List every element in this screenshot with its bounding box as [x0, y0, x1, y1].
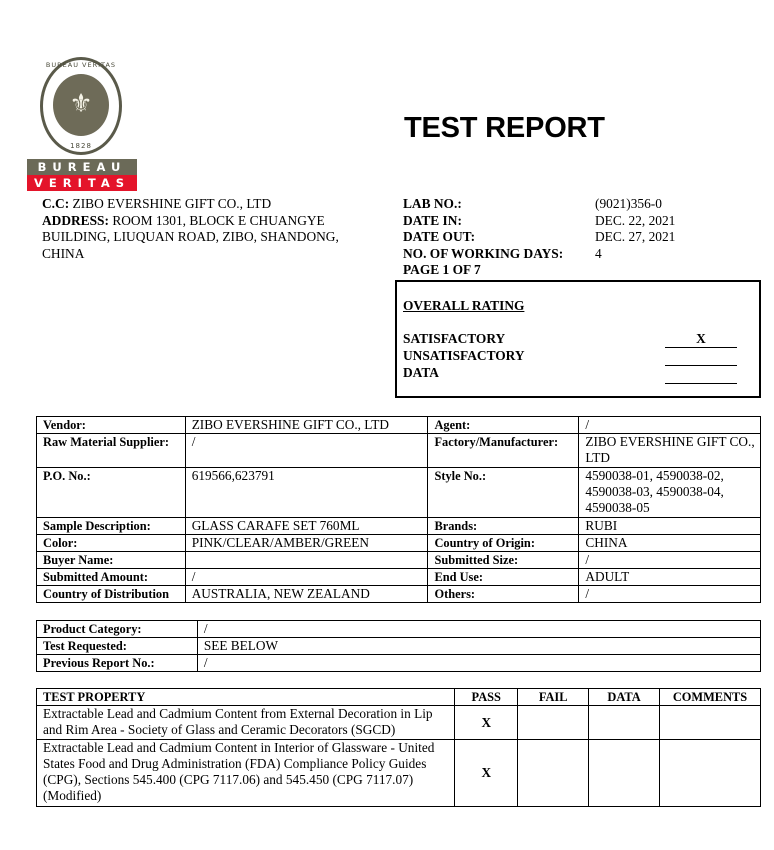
page-indicator: PAGE 1 OF 7: [403, 262, 481, 277]
fail-mark: [518, 740, 589, 807]
rating-mark-data: [665, 367, 737, 384]
lab-no-label: LAB NO.:: [403, 196, 462, 211]
raw-material-supplier-value: /: [185, 434, 428, 468]
agent-label: Agent:: [428, 417, 579, 434]
factory-manufacturer-value: ZIBO EVERSHINE GIFT CO., LTD: [579, 434, 761, 468]
pass-mark: X: [455, 740, 518, 807]
header-data: DATA: [589, 689, 660, 706]
header-pass: PASS: [455, 689, 518, 706]
sample-description-value: GLASS CARAFE SET 760ML: [185, 518, 428, 535]
submitted-amount-label: Submitted Amount:: [37, 569, 186, 586]
others-label: Others:: [428, 586, 579, 603]
address-line-2: BUILDING, LIUQUAN ROAD, ZIBO, SHANDONG,: [42, 229, 339, 244]
table-row: [37, 569, 761, 586]
fail-mark: [518, 706, 589, 740]
vendor-label: Vendor:: [37, 417, 186, 434]
buyer-name-value: [185, 552, 428, 569]
working-days-value: 4: [595, 245, 602, 261]
comments: [660, 706, 761, 740]
style-no-value: 4590038-01, 4590038-02, 4590038-03, 4590038-04, 4590038-05: [579, 468, 761, 518]
request-table: [36, 620, 761, 672]
table-header-row: [37, 689, 761, 706]
data-mark: [589, 706, 660, 740]
comments: [660, 740, 761, 807]
country-of-distribution-value: AUSTRALIA, NEW ZEALAND: [185, 586, 428, 603]
lab-info-row: [403, 229, 675, 246]
table-row: [37, 621, 761, 638]
address-line-1: [42, 213, 382, 230]
submitted-size-value: /: [579, 552, 761, 569]
agent-value: /: [579, 417, 761, 434]
table-row: [37, 655, 761, 672]
header-fail: FAIL: [518, 689, 589, 706]
data-mark: [589, 740, 660, 807]
rating-option-data: [403, 365, 743, 382]
date-in-label: DATE IN:: [403, 212, 462, 228]
country-of-origin-label: Country of Origin:: [428, 535, 579, 552]
submitted-size-label: Submitted Size:: [428, 552, 579, 569]
end-use-value: ADULT: [579, 569, 761, 586]
buyer-name-label: Buyer Name:: [37, 552, 186, 569]
lab-info-row: [403, 246, 675, 263]
lab-info-row: [403, 262, 675, 279]
date-out-value: DEC. 27, 2021: [595, 229, 676, 244]
style-no-label: Style No.:: [428, 468, 579, 518]
sample-description-label: Sample Description:: [37, 518, 186, 535]
header-test-property: TEST PROPERTY: [37, 689, 455, 706]
vendor-value: ZIBO EVERSHINE GIFT CO., LTD: [185, 417, 428, 434]
heraldic-figure-icon: ⚜: [69, 89, 93, 119]
table-row: [37, 417, 761, 434]
rating-option-label: UNSATISFACTORY: [403, 348, 525, 363]
test-property: Extractable Lead and Cadmium Content from External Decoration in Lip and Rim Area - Society of Glass and Ceramic Decorators (SGCD): [37, 706, 455, 740]
table-row: [37, 518, 761, 535]
cc-line: [42, 196, 382, 213]
bureau-veritas-logo: [27, 55, 137, 191]
rating-option-label: SATISFACTORY: [403, 331, 506, 346]
cc-value: ZIBO EVERSHINE GIFT CO., LTD: [72, 196, 272, 211]
working-days-label: NO. OF WORKING DAYS:: [403, 245, 564, 261]
lab-no-value: (9021)356-0: [595, 196, 662, 211]
logo-emblem: [53, 74, 109, 136]
table-row: [37, 638, 761, 655]
lab-info: [403, 196, 675, 279]
overall-rating-box: [395, 280, 761, 398]
brands-value: RUBI: [579, 518, 761, 535]
product-category-value: /: [197, 621, 760, 638]
table-row: [37, 706, 761, 740]
lab-info-row: [403, 196, 675, 213]
test-requested-value: SEE BELOW: [197, 638, 760, 655]
address-block: [42, 196, 382, 262]
pass-mark: X: [455, 706, 518, 740]
rating-option-unsatisfactory: [403, 348, 743, 365]
address-line-3: CHINA: [42, 245, 85, 261]
others-value: /: [579, 586, 761, 603]
rating-option-label: DATA: [403, 365, 439, 380]
raw-material-supplier-label: Raw Material Supplier:: [37, 434, 186, 468]
test-results-table: [36, 688, 761, 807]
submitted-amount-value: /: [185, 569, 428, 586]
table-row: [37, 740, 761, 807]
details-table: [36, 416, 761, 603]
lab-info-row: [403, 213, 675, 230]
test-requested-label: Test Requested:: [37, 638, 198, 655]
logo-band-bureau: BUREAU: [27, 159, 137, 175]
table-row: [37, 535, 761, 552]
table-row: [37, 552, 761, 569]
table-row: [37, 586, 761, 603]
color-value: PINK/CLEAR/AMBER/GREEN: [185, 535, 428, 552]
rating-option-satisfactory: [403, 331, 743, 348]
brands-label: Brands:: [428, 518, 579, 535]
cc-label: C.C:: [42, 196, 70, 211]
logo-seal: [40, 57, 122, 155]
previous-report-label: Previous Report No.:: [37, 655, 198, 672]
previous-report-value: /: [197, 655, 760, 672]
rating-mark-satisfactory: X: [665, 331, 737, 348]
rating-mark-unsatisfactory: [665, 349, 737, 366]
country-of-origin-value: CHINA: [579, 535, 761, 552]
color-label: Color:: [37, 535, 186, 552]
date-out-label: DATE OUT:: [403, 229, 476, 244]
test-property: Extractable Lead and Cadmium Content in Interior of Glassware - United States Food and Drug Administration (FDA) Compliance Policy Guides (CPG), Sections 545.400 (CPG 7117.06) and 545.450 (CPG 7117.07) (Modified): [37, 740, 455, 807]
address-label: ADDRESS:: [42, 212, 109, 228]
product-category-label: Product Category:: [37, 621, 198, 638]
page-title: TEST REPORT: [404, 112, 605, 144]
po-no-value: 619566,623791: [185, 468, 428, 518]
date-in-value: DEC. 22, 2021: [595, 212, 676, 228]
po-no-label: P.O. No.:: [37, 468, 186, 518]
address-value-1: ROOM 1301, BLOCK E CHUANGYE: [112, 212, 325, 228]
table-row: [37, 434, 761, 468]
factory-manufacturer-label: Factory/Manufacturer:: [428, 434, 579, 468]
logo-ring-text: BUREAU VERITAS: [45, 61, 117, 69]
country-of-distribution-label: Country of Distribution: [37, 586, 186, 603]
header-comments: COMMENTS: [660, 689, 761, 706]
logo-year: 1828: [70, 142, 92, 150]
end-use-label: End Use:: [428, 569, 579, 586]
table-row: [37, 468, 761, 518]
logo-band-veritas: VERITAS: [27, 175, 137, 191]
overall-rating-title: OVERALL RATING: [403, 298, 525, 313]
